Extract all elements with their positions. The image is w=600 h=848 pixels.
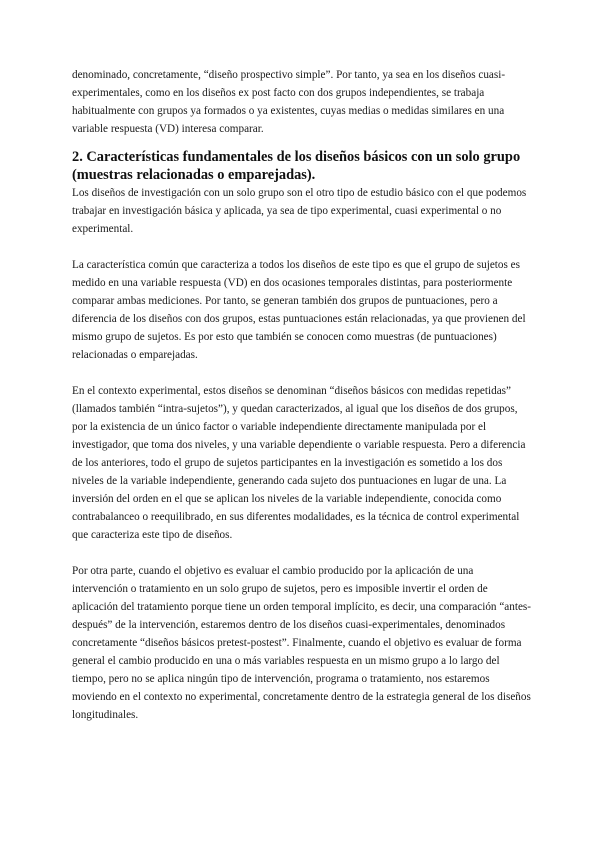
body-paragraph-4: Por otra parte, cuando el objetivo es evaluar el cambio producido por la aplicación de una intervención o tratamiento en un solo grupo de sujetos, pero es imposible invertir el orden de aplicación del tratamiento porque tiene un orden temporal implícito, es decir, una comparación “antes-después” de la intervención, estaremos dentro de los diseños cuasi-experimentales, denominados concretamente “diseños básicos pretest-postest”. Finalmente, cuando el objetivo es evaluar de forma general el cambio producido en una o más variables respuesta en un mismo grupo a lo largo del tiempo, pero no se aplica ningún tipo de intervención, programa o tratamiento, nos estaremos moviendo en el contexto no experimental, concretamente dentro de la estrategia general de los diseños longitudinales. — [72, 565, 531, 721]
intro-paragraph: denominado, concretamente, “diseño prospectivo simple”. Por tanto, ya sea en los diseños cuasi-experimentales, como en los diseños ex post facto con dos grupos independientes, se trabaja habitualmente con grupos ya formados o ya existentes, cuyas medias o medidas similares en una variable respuesta (VD) interesa comparar. — [72, 69, 506, 135]
document-page — [72, 66, 532, 724]
paragraph-spacer — [72, 544, 532, 562]
body-paragraph-3: En el contexto experimental, estos diseños se denominan “diseños básicos con medidas repetidas” (llamados también “intra-sujetos”), y quedan caracterizados, al igual que los diseños de dos grupos, por la existencia de un único factor o variable independiente directamente manipulada por el investigador, que toma dos niveles, y una variable dependiente o variable respuesta. Pero a diferencia de los anteriores, todo el grupo de sujetos participantes en la investigación es sometido a los dos niveles de la variable independiente, generando cada sujeto dos puntuaciones en lugar de una. La inversión del orden en el que se aplican los niveles de la variable independiente, conocida como contrabalanceo o reequilibrado, en sus diferentes modalidades, es la técnica de control experimental que caracteriza este tipo de diseños. — [72, 385, 526, 541]
paragraph-spacer — [72, 364, 532, 382]
body-paragraph-1: Los diseños de investigación con un solo grupo son el otro tipo de estudio básico con el que podemos trabajar en investigación básica y aplicada, ya sea de tipo experimental, cuasi experimental o no experimental. — [72, 187, 527, 235]
section-heading: 2. Características fundamentales de los diseños básicos con un solo grupo (muestras relacionadas o emparejadas). — [72, 149, 521, 183]
body-paragraph-2: La característica común que caracteriza a todos los diseños de este tipo es que el grupo de sujetos es medido en una variable respuesta (VD) en dos ocasiones temporales distintas, para posteriormente comparar ambas mediciones. Por tanto, se generan también dos grupos de puntuaciones, pero a diferencia de los diseños con dos grupos, estas puntuaciones están relacionadas, ya que provienen del mismo grupo de sujetos. Es por esto que también se conocen como muestras (de puntuaciones) relacionadas o emparejadas. — [72, 259, 526, 361]
paragraph-spacer — [72, 238, 532, 256]
